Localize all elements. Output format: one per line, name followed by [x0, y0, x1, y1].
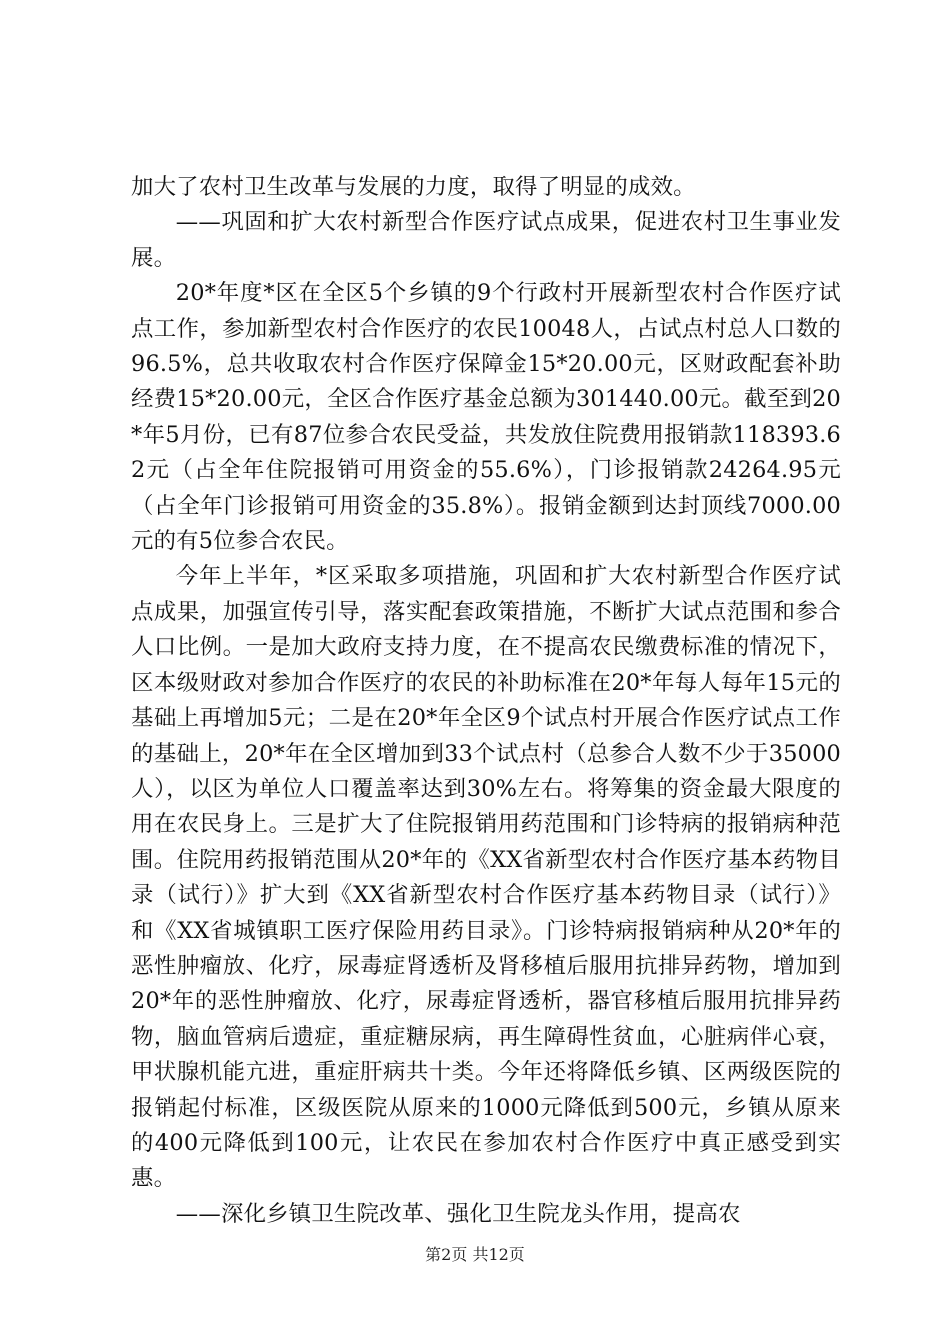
paragraph-measures: 今年上半年，*区采取多项措施，巩固和扩大农村新型合作医疗试点成果，加强宣传引导，落实配套政策措施，不断扩大试点范围和参合人口比例。一是加大政府支持力度，在不提高农民缴费标准的情况下，区本级财政对参加合作医疗的农民的补助标准在20*年每人每年15元的基础上再增加5元；二是在20*年全区9个试点村开展合作医疗试点工作的基础上，20*年在全区增加到33个试点村（总参合人数不少于35000人），以区为单位人口覆盖率达到30%左右。将筹集的资金最大限度的用在农民身上。三是扩大了住院报销用药范围和门诊特病的报销病种范围。住院用药报销范围从20*年的《XX省新型农村合作医疗基本药物目录（试行）》扩大到《XX省新型农村合作医疗基本药物目录（试行）》和《XX省城镇职工医疗保险用药目录》。门诊特病报销病种从20*年的恶性肿瘤放、化疗，尿毒症肾透析及肾移植后服用抗排异药物，增加到20*年的恶性肿瘤放、化疗，尿毒症肾透析，器官移植后服用抗排异药物，脑血管病后遗症，重症糖尿病，再生障碍性贫血，心脏病伴心衰，甲状腺机能亢进，重症肝病共十类。今年还将降低乡镇、区两级医院的报销起付标准，区级医院从原来的1000元降低到500元，乡镇从原来的400元降低到100元，让农民在参加农村合作医疗中真正感受到实惠。: [131, 563, 841, 1192]
paragraph-pilot-statistics: 20*年度*区在全区5个乡镇的9个行政村开展新型农村合作医疗试点工作，参加新型农村合作医疗的农民10048人，占试点村总人口数的96.5%，总共收取农村合作医疗保障金15*20.00元，区财政配套补助经费15*20.00元，全区合作医疗基金总额为301440.00元。截至到20*年5月份，已有87位参合农民受益，共发放住院费用报销款118393.62元（占全年住院报销可用资金的55.6%），门诊报销款24264.95元（占全年门诊报销可用资金的35.8%）。报销金额到达封顶线7000.00元的有5位参合农民。: [131, 280, 841, 555]
paragraph-section-heading-cooperative-medical: ——巩固和扩大农村新型合作医疗试点成果，促进农村卫生事业发展。: [131, 209, 841, 271]
paragraph-continuation: 加大了农村卫生改革与发展的力度，取得了明显的成效。: [131, 174, 696, 200]
document-body: [131, 170, 841, 1232]
paragraph-section-heading-township-hospital: ——深化乡镇卫生院改革、强化卫生院龙头作用，提高农: [175, 1200, 741, 1227]
page-footer: 第2页 共12页: [425, 1245, 525, 1264]
